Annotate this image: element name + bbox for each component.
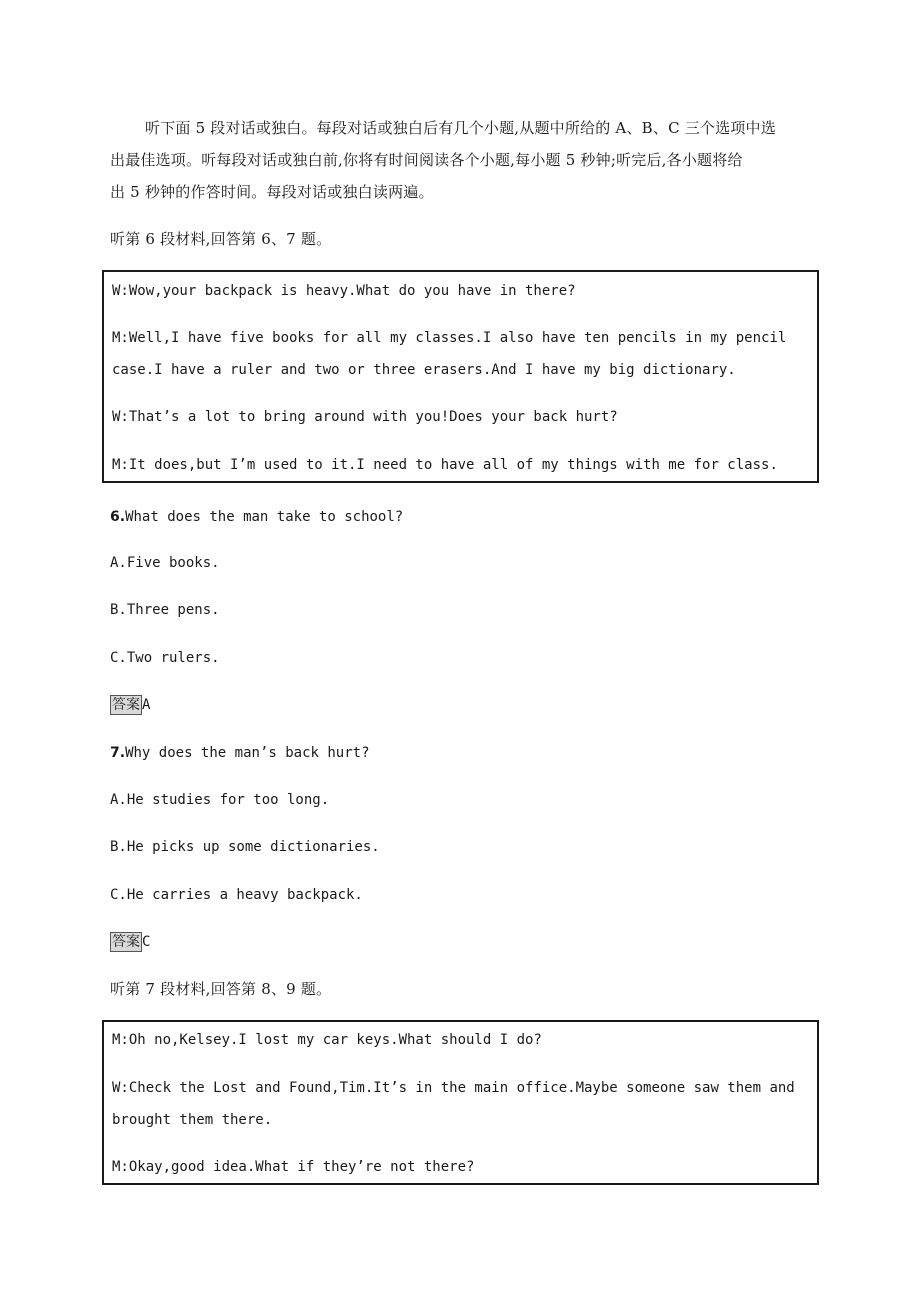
transcript-line: W:That’s a lot to bring around with you!Does your back hurt? [112,409,618,425]
transcript-line: W:Wow,your backpack is heavy.What do you have in there? [112,283,576,299]
answer-value: C [142,934,151,950]
answer-row-7 [110,931,150,952]
transcript-line: M:Okay,good idea.What if they’re not there? [112,1159,475,1175]
option-b: B.Three pens. [110,602,220,618]
question-number: 7. [110,745,126,761]
option-c: C.He carries a heavy backpack. [110,887,363,903]
section-7-heading: 听第 7 段材料,回答第 8、9 题。 [110,980,332,998]
transcript-line: brought them there. [112,1112,273,1128]
instructions-line-2: 出最佳选项。听每段对话或独白前,你将有时间阅读各个小题,每小题 5 秒钟;听完后,各小题将给 [110,151,743,169]
transcript-line: M:Well,I have five books for all my classes.I also have ten pencils in my pencil [112,330,787,346]
question-text: Why does the man’s back hurt? [125,745,370,761]
section-6-heading: 听第 6 段材料,回答第 6、7 题。 [110,230,332,248]
option-a: A.Five books. [110,555,220,571]
question-7 [110,742,370,763]
transcript-line: case.I have a ruler and two or three erasers.And I have my big dictionary. [112,362,736,378]
question-number: 6. [110,509,126,525]
option-b: B.He picks up some dictionaries. [110,839,380,855]
question-6 [110,506,403,527]
answer-row-6 [110,694,150,715]
instructions-line-1: 听下面 5 段对话或独白。每段对话或独白后有几个小题,从题中所给的 A、B、C 三个选项中选 [145,119,776,137]
question-text: What does the man take to school? [125,509,404,525]
instructions-line-3: 出 5 秒钟的作答时间。每段对话或独白读两遍。 [110,183,434,201]
transcript-line: M:It does,but I’m used to it.I need to have all of my things with me for class. [112,457,778,473]
answer-value: A [142,697,151,713]
option-a: A.He studies for too long. [110,792,330,808]
transcript-line: W:Check the Lost and Found,Tim.It’s in the main office.Maybe someone saw them and [112,1080,795,1096]
answer-label: 答案 [112,697,140,713]
option-c: C.Two rulers. [110,650,220,666]
transcript-line: M:Oh no,Kelsey.I lost my car keys.What should I do? [112,1032,542,1048]
answer-label: 答案 [112,934,140,950]
